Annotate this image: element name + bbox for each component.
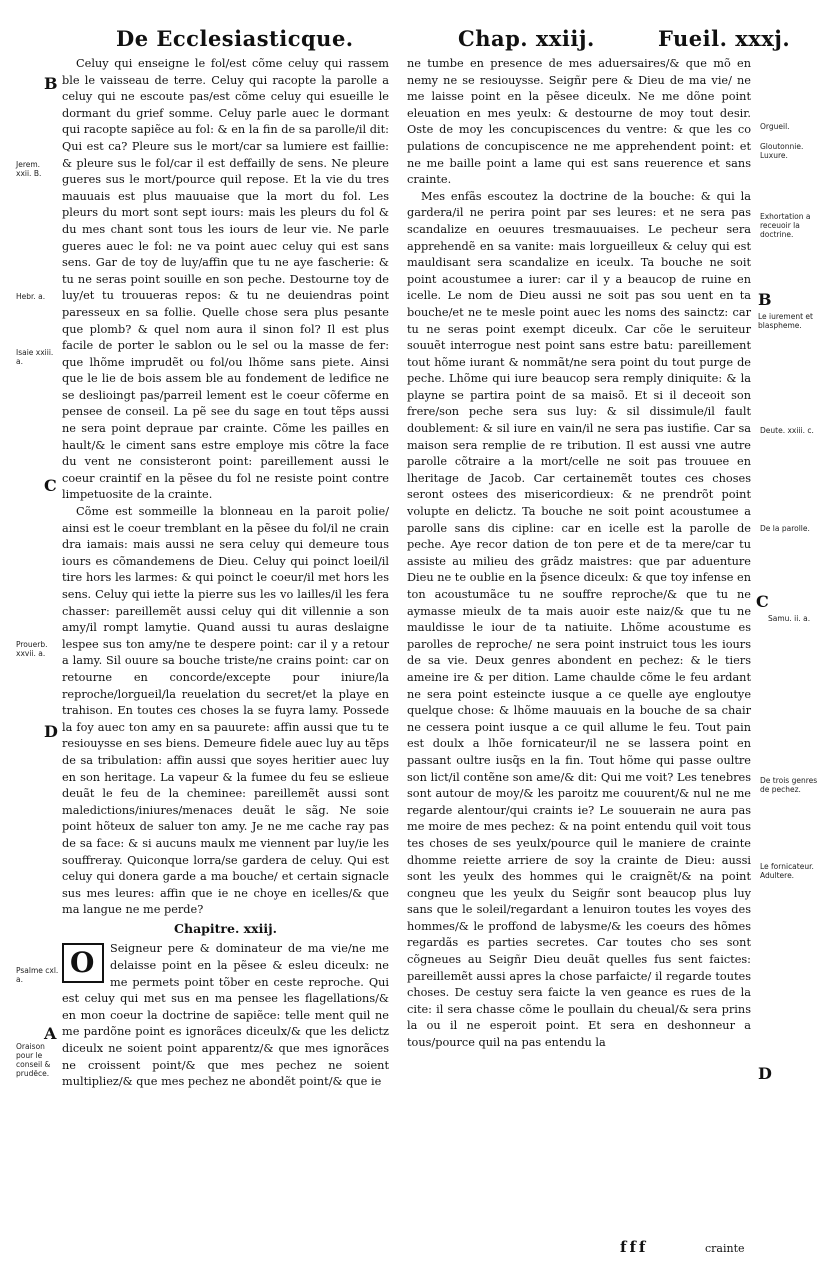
margin-note-iurement: Le iurement et blaspheme.	[758, 312, 813, 330]
margin-note-exhortation: Exhortation a receuoir la doctrine.	[760, 212, 811, 239]
folio-number: Fueil. xxxj.	[658, 26, 791, 51]
decorated-initial-letter: O	[70, 946, 95, 980]
right-column	[407, 56, 751, 1052]
margin-letter-d: D	[44, 722, 58, 741]
margin-note-orgueil: Orgueil.	[760, 122, 790, 131]
signature-mark: fff	[620, 1238, 649, 1256]
margin-note-samu: Samu. ii. a.	[768, 614, 811, 623]
margin-note-psalme: Psalme cxl. a.	[16, 966, 59, 984]
margin-note-parolle: De la parolle.	[760, 524, 810, 533]
decorated-initial	[62, 943, 104, 983]
margin-letter-b: B	[44, 74, 58, 93]
margin-letter-d-right: D	[758, 1064, 772, 1083]
margin-letter-a: A	[44, 1024, 57, 1043]
margin-note-trois-genres: De trois genres de pechez.	[760, 776, 818, 794]
margin-note-oraison: Oraison pour le conseil & prudẽce.	[16, 1042, 51, 1078]
margin-note-fornicateur: Le fornicateur. Adultere.	[760, 862, 814, 880]
margin-note-hebr: Hebr. a.	[16, 292, 46, 301]
chapter-indicator: Chap. xxiij.	[458, 26, 595, 51]
margin-note-jerem: Jerem. xxii. B.	[16, 160, 42, 178]
chapter-opening-paragraph: Seigneur pere & dominateur de ma vie/ne me delaisse point en la pẽsee & esleu diceulx: ne me permets point tõber en ceste reproche. Qui est celuy qui met sus en ma pensee les flagellations/& en mon coeur la doctrine de sapiẽce: telle ment quil ne me pardõne point es ignorãces diceulx/& que les delictz diceulx ne soient point apparentz/& que mes ignorãces ne croissent point/& que mes pechez ne soient multipliez/& que mes pechez ne abondẽt point/& que ie	[62, 942, 389, 1089]
catchword: crainte	[705, 1242, 745, 1255]
chapter-heading: Chapitre. xxiij.	[174, 920, 277, 936]
margin-note-prouerb: Prouerb. xxvii. a.	[16, 640, 48, 658]
paragraph: Cõme est sommeille la blonneau en la paroit polie/ ainsi est le coeur tremblant en la pẽsee du fol/il ne crain dra iamais: mais aussi ne sera celuy qui demeure tous iours es cõmandemens de Dieu. Celuy qui poinct loeil/il tire hors les larmes: & qui poinct le coeur/il met hors les sens. Celuy qui iette la pierre sus les vo lailles/il les fera chasser: pareillemẽt aussi celuy qui dit villennie a son amy/il rompt lamytie. Quand aussi tu auras deslaigne lespee sus ton amy/ne te despere point: car il y a retour a lamy. Sil ouure sa bouche triste/ne crains point: car on retourne en concorde/excepte pour iniure/la reproche/lorgueil/la reuelation du secret/et la playe en trahison. En toutes ces choses la se fuyra lamy. Possede la foy auec ton amy en sa pauurete: affin aussi que tu te resiouysse en ses biens. Demeure fidele auec luy au tẽps de sa tribulation: affin aussi que soyes heritier auec luy en son heritage. La vapeur & la fumee du feu se eslieue deuãt le feu de la cheminee: pareillemẽt aussi sont maledictions/iniures/menaces deuãt le sãg. Ne soie point hõteux de saluer ton amy. Je ne me cache ray pas de sa face: & si aucuns maulx me viennent par luy/ie les souffreray. Quiconque lorra/se gardera de celuy. Qui est celuy qui donera garde a ma bouche/ et certain signacle sus mes leures: affin que ie ne choye en icelles/& que ma langue ne me perde?	[62, 505, 389, 917]
running-title: De Ecclesiasticque.	[116, 26, 354, 51]
paragraph: Mes enfãs escoutez la doctrine de la bouche: & qui la gardera/il ne perira point par ses leures: et ne sera pas scandalize en oeuures tresmauuaises. Le pecheur sera apprehendẽ en sa vanite: mais lorgueilleux & celuy qui est mauldisant sera scandalize en iceulx. Ta bouche ne soit point acoustumee a iurer: car il y a beaucop de ruine en icelle. Le nom de Dieu aussi ne soit pas sou uent en ta bouche/et ne te mesle point auec les noms des sainctz: car tu ne seras point exempt diceulx. Car cõe le seruiteur souuẽt interrogue nest point sans estre batu: pareillement tout hõme iurant & nommãt/ne sera point du tout purge de peche. Lhõme qui iure beaucop sera remply diniquite: & la playne se partira point de sa maisõ. Et si il deceoit son frere/son peche sera sus luy: & sil dissimule/il fault doublement: & sil iure en vain/il ne sera pas iustifie. Car sa maison sera remplie de re tribution. Il est aussi vne autre parolle cõtraire a la mort/celle ne soit pas trouuee en lheritage de Jacob. Car certainemẽt toutes ces choses seront ostees des misericordieux: & ne prendrõt point volupte en delictz. Ta bouche ne soit point acoustumee a parolle sans dis cipline: car en icelle est la parolle de peche. Aye recor dation de ton pere et de ta mere/car tu assiste au milieu des grãdz maistres: que par aduenture Dieu ne te oublie en la p̃sence diceulx: & que toy infense en ton acoustumãce tu ne souffre reproche/& que tu ne aymasse mieulx de ta mais auoir este naiz/& que tu ne mauldisse le iour de ta natiuite. Lhõme acoustume es parolles de reproche/ ne sera point instruict tous les iours de sa vie. Deux genres abondent en pechez: & le tiers ameine ire & per dition. Lame chaulde cõme le feu ardant ne sera point esteincte iusque a ce quelle aye engloutye quelque chose: & lhõme mauuais en la bouche de sa chair ne cessera point iusque a ce quil allume le feu. Tout pain est doulx a lhõe fornicateur/il ne se lassera point en passant oultre iusq̃s en la fin. Tout hõme qui passe oultre son lict/il contẽne son ame/& dit: Qui me voit? Les tenebres sont autour de moy/& les paroitz me couurent/& nul ne me regarde alentour/qui craints ie? Le souuerain ne aura pas me moire de mes pechez: & na point entendu quil voit tous tes choses de ses yeulx/pource quil le maniere de crainte dhomme reiette arriere de soy la crainte de Dieu: aussi sont les yeulx des hommes qui le craignẽt/& na point congneu que les yeulx du Seigñr sont beaucop plus luy sans que le soleil/regardant a lenuiron toutes les voyes des hommes/& le proffond de labysme/& les coeurs des hõmes regardãs es parties secretes. Car toutes cho ses sont cõgneues au Seigñr Dieu deuãt quelles fus sent faictes: pareillemẽt aussi apres la chose parfaicte/ il regarde toutes choses. De cestuy sera faicte la ven geance es rues de la cite: il sera chasse cõme le poullain du cheual/& sera prins la ou il ne esperoit point. Et sera en deshonneur a tous/pource quil na pas entendu la	[407, 189, 751, 1050]
paragraph: ne tumbe en presence de mes aduersaires/& que mõ en nemy ne se resiouysse. Seigñr pere & Dieu de ma vie/ ne me laisse point en la pẽsee diceulx. Ne me dõne point eleuation en mes yeulx: & destourne de moy tout desir. Oste de moy les concupiscences du ventre: & que les co pulations de concupiscence ne me apprehendent point: et ne me baille point a lame qui est sans reuerence et sans crainte.	[407, 57, 751, 187]
margin-letter-b-right: B	[758, 290, 772, 309]
margin-letter-c-right: C	[756, 592, 769, 611]
left-column	[62, 56, 389, 1091]
margin-note-isaie: Isaie xxiii. a.	[16, 348, 54, 366]
margin-letter-c: C	[44, 476, 57, 495]
paragraph: Celuy qui enseigne le fol/est cõme celuy qui rassem ble le vaisseau de terre. Celuy qui racopte la parolle a celuy qui ne escoute pas/est cõme celuy qui esueille le dormant du grief somme. Celuy parle auec le dormant qui racopte sapiẽce au fol: & en la fin de sa parolle/il dit: Qui est ca? Pleure sus le mort/car sa lumiere est faillie: & pleure sus le fol/car il est deffailly de sens. Ne pleure gueres sus le mort/pource quil repose. Et la vie du tres mauuais est plus mauuaise que la mort du fol. Les pleurs du mort sont sept iours: mais les pleurs du fol & du mes chant sont tous les iours de leur vie. Ne parle gueres auec le fol: ne va point auec celuy qui est sans sens. Gar de toy de luy/affin que tu ne aye fascherie: & tu ne seras point souille en son peche. Destourne toy de luy/et tu trouueras repos: & tu ne deuiendras point paresseux en sa follie. Quelle chose sera plus pesante que plomb? & quel nom aura il sinon fol? Il est plus facile de porter le sablon ou le sel ou la masse de fer: que lhõme imprudẽt ou fol/ou lhõme sans piete. Ainsi que le lie de bois assem ble au fondement de ledifice ne se deslioingt pas/parreil lement est le coeur cõferme en pensee de conseil. La pẽ see du sage en tout tẽps aussi ne sera point depraue par crainte. Cõme les pailles en hault/& le ciment sans estre employe mis cõtre la face du vent ne consisteront point: pareillement aussi le coeur craintif en la pẽsee du fol ne resiste point contre limpetuosite de la crainte.	[62, 57, 389, 502]
margin-note-gloutonnie: Gloutonnie. Luxure.	[760, 142, 804, 160]
margin-note-deute: Deute. xxiii. c.	[760, 426, 814, 435]
